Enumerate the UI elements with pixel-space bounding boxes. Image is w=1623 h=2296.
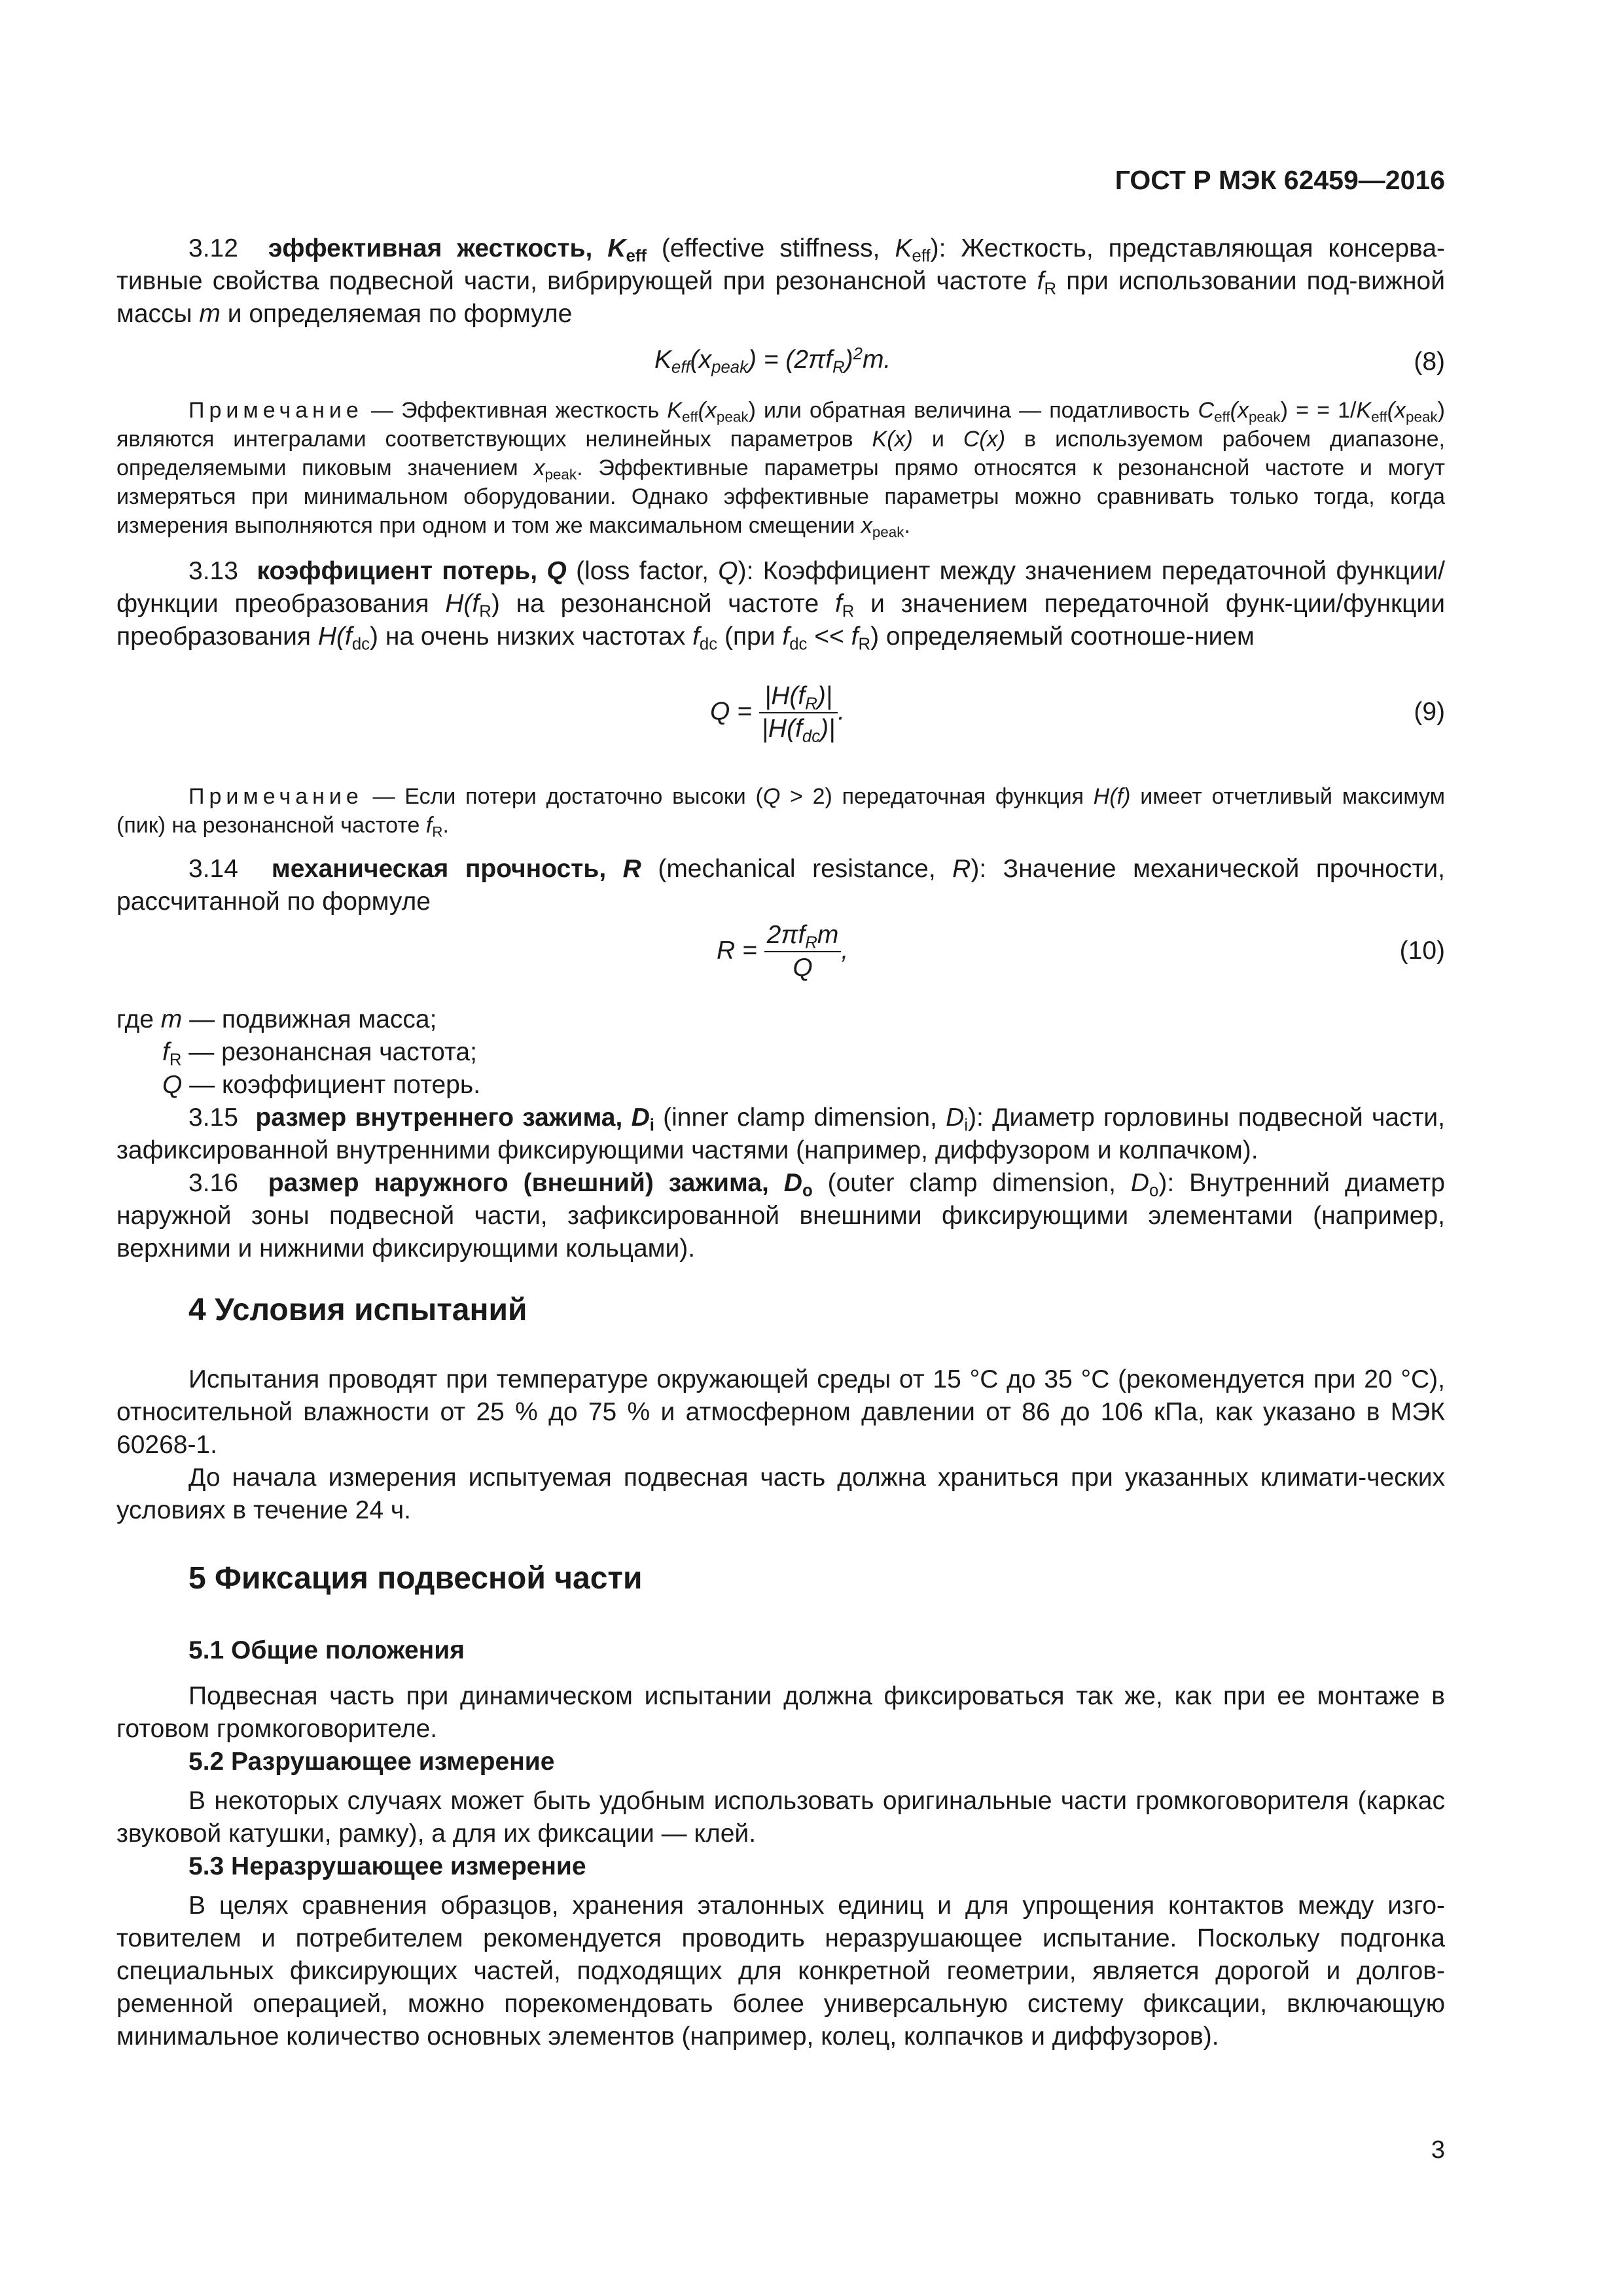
document-header: ГОСТ Р МЭК 62459—2016	[1115, 165, 1445, 195]
equation-number-10: (10)	[1399, 937, 1445, 965]
section-5-title: 5 Фиксация подвесной части	[188, 1561, 643, 1596]
where-item-q: Q — коэффициент потерь.	[162, 1071, 481, 1099]
equation-10: R = $\frac{2\pi f_Rm}{Q}$ ,	[717, 921, 849, 982]
where-item-f: $f_R$ — резонансная частота;	[162, 1038, 477, 1069]
section-5-1-title: 5.1 Общие положения	[188, 1636, 465, 1664]
clause-3-14: 3.14 механическая прочность, R (mechanical resistance, R): Значение механической прочности, рассчитанной по формуле	[116, 855, 1445, 916]
section-4-paragraph-2: До начала измерения испытуемая подвесная часть должна храниться при указанных климати-ческих условиях в течение 24 ч.	[116, 1463, 1445, 1524]
section-5-3-paragraph: В целях сравнения образцов, хранения эталонных единиц и для упрощения контактов между изго-товителем и потребителем рекомендуется проводить неразрушающее испытание. Поскольку подгонка специальных фиксирующих частей, подходящих для конкретной геометрии, является дорогой и долгов-ременной операцией, можно порекомендовать более универсальную систему фиксации, включающую минимальное количество основных элементов (например, колец, колпачков и диффузоров).	[116, 1892, 1445, 2051]
equation-9: Q = $\frac{|H(f_R)|}{|H(f_{dc})|}$ .	[710, 682, 846, 746]
note-1: Примечание — Эффективная жесткость $K_{eff}(x_{peak})$ или обратная величина — податливость $C_{eff}(x_{peak})$ = = $1/K_{eff}(x_{peak})$ являются интегралами соответствующих нелинейных параметров K(x) и C(x) в используемом рабочем диапазоне, определяемыми пиковым значением $x_{peak}$. Эффективные параметры прямо относятся к резонансной частоте и могут измеряться при минимальном оборудовании. Однако эффективные параметры можно сравнивать только тогда, когда измерения выполняются при одном и том же максимальном смещении $x_{peak}$.	[116, 398, 1445, 541]
clause-3-16: 3.16 размер наружного (внешний) зажима, $D_o$ (outer clamp dimension, $D_o$): Внутренний диаметр наружной зоны подвесной части, зафиксированной внешними фиксирующими элементами (например, верхними и нижними фиксирующими кольцами).	[116, 1169, 1445, 1263]
note-2: Примечание — Если потери достаточно высоки (Q > 2) передаточная функция H(f) имеет отчетливый максимум (пик) на резонансной частоте $f_R$.	[116, 784, 1445, 840]
section-4-paragraph-1: Испытания проводят при температуре окружающей среды от 15 °С до 35 °С (рекомендуется при 20 °С), относительной влажности от 25 % до 75 % и атмосферном давлении от 86 до 106 кПа, как указано в МЭК 60268-1.	[116, 1365, 1445, 1459]
where-item-m: где m — подвижная масса;	[116, 1005, 437, 1033]
equation-number-9: (9)	[1414, 698, 1445, 726]
section-5-3-title: 5.3 Неразрушающее измерение	[188, 1852, 586, 1880]
section-5-1-paragraph: Подвесная часть при динамическом испытании должна фиксироваться так же, как при ее монтаже в готовом громкоговорителе.	[116, 1682, 1445, 1743]
section-5-2-paragraph: В некоторых случаях может быть удобным использовать оригинальные части громкоговорителя (каркас звуковой катушки, рамку), а для их фиксации — клей.	[116, 1787, 1445, 1848]
clause-3-12: 3.12 эффективная жесткость, $K_{eff}$ (effective stiffness, $K_{eff}$): Жесткость, представляющая консерва-тивные свойства подвесной части, вибрирующей при резонансной частоте $f_R$ при использовании под-вижной массы m и определяемая по формуле	[116, 234, 1446, 328]
equation-8: $K_{eff}(x_{peak}) = (2\pi f_R)^2m$.	[654, 345, 891, 377]
clause-3-15: 3.15 размер внутреннего зажима, $D_i$ (inner clamp dimension, $D_i$): Диаметр горловины подвесной части, зафиксированной внутренними фиксирующими частями (например, диффузором и колпачком).	[116, 1103, 1446, 1164]
where-list	[116, 1003, 1033, 1102]
section-5-2-title: 5.2 Разрушающее измерение	[188, 1748, 555, 1776]
page-number: 3	[1431, 2136, 1445, 2164]
section-4-title: 4 Условия испытаний	[188, 1293, 527, 1327]
equation-number-8: (8)	[1414, 348, 1445, 376]
clause-3-13: 3.13 коэффициент потерь, Q (loss factor, Q): Коэффициент между значением передаточной функции/функции преобразования $H(f_R)$ на резонансной частоте $f_R$ и значением передаточной функ-ции/функции преобразования $H(f_{dc})$ на очень низких частотах $f_{dc}$ (при $f_{dc} << f_R$) определяемый соотноше-нием	[116, 557, 1446, 654]
